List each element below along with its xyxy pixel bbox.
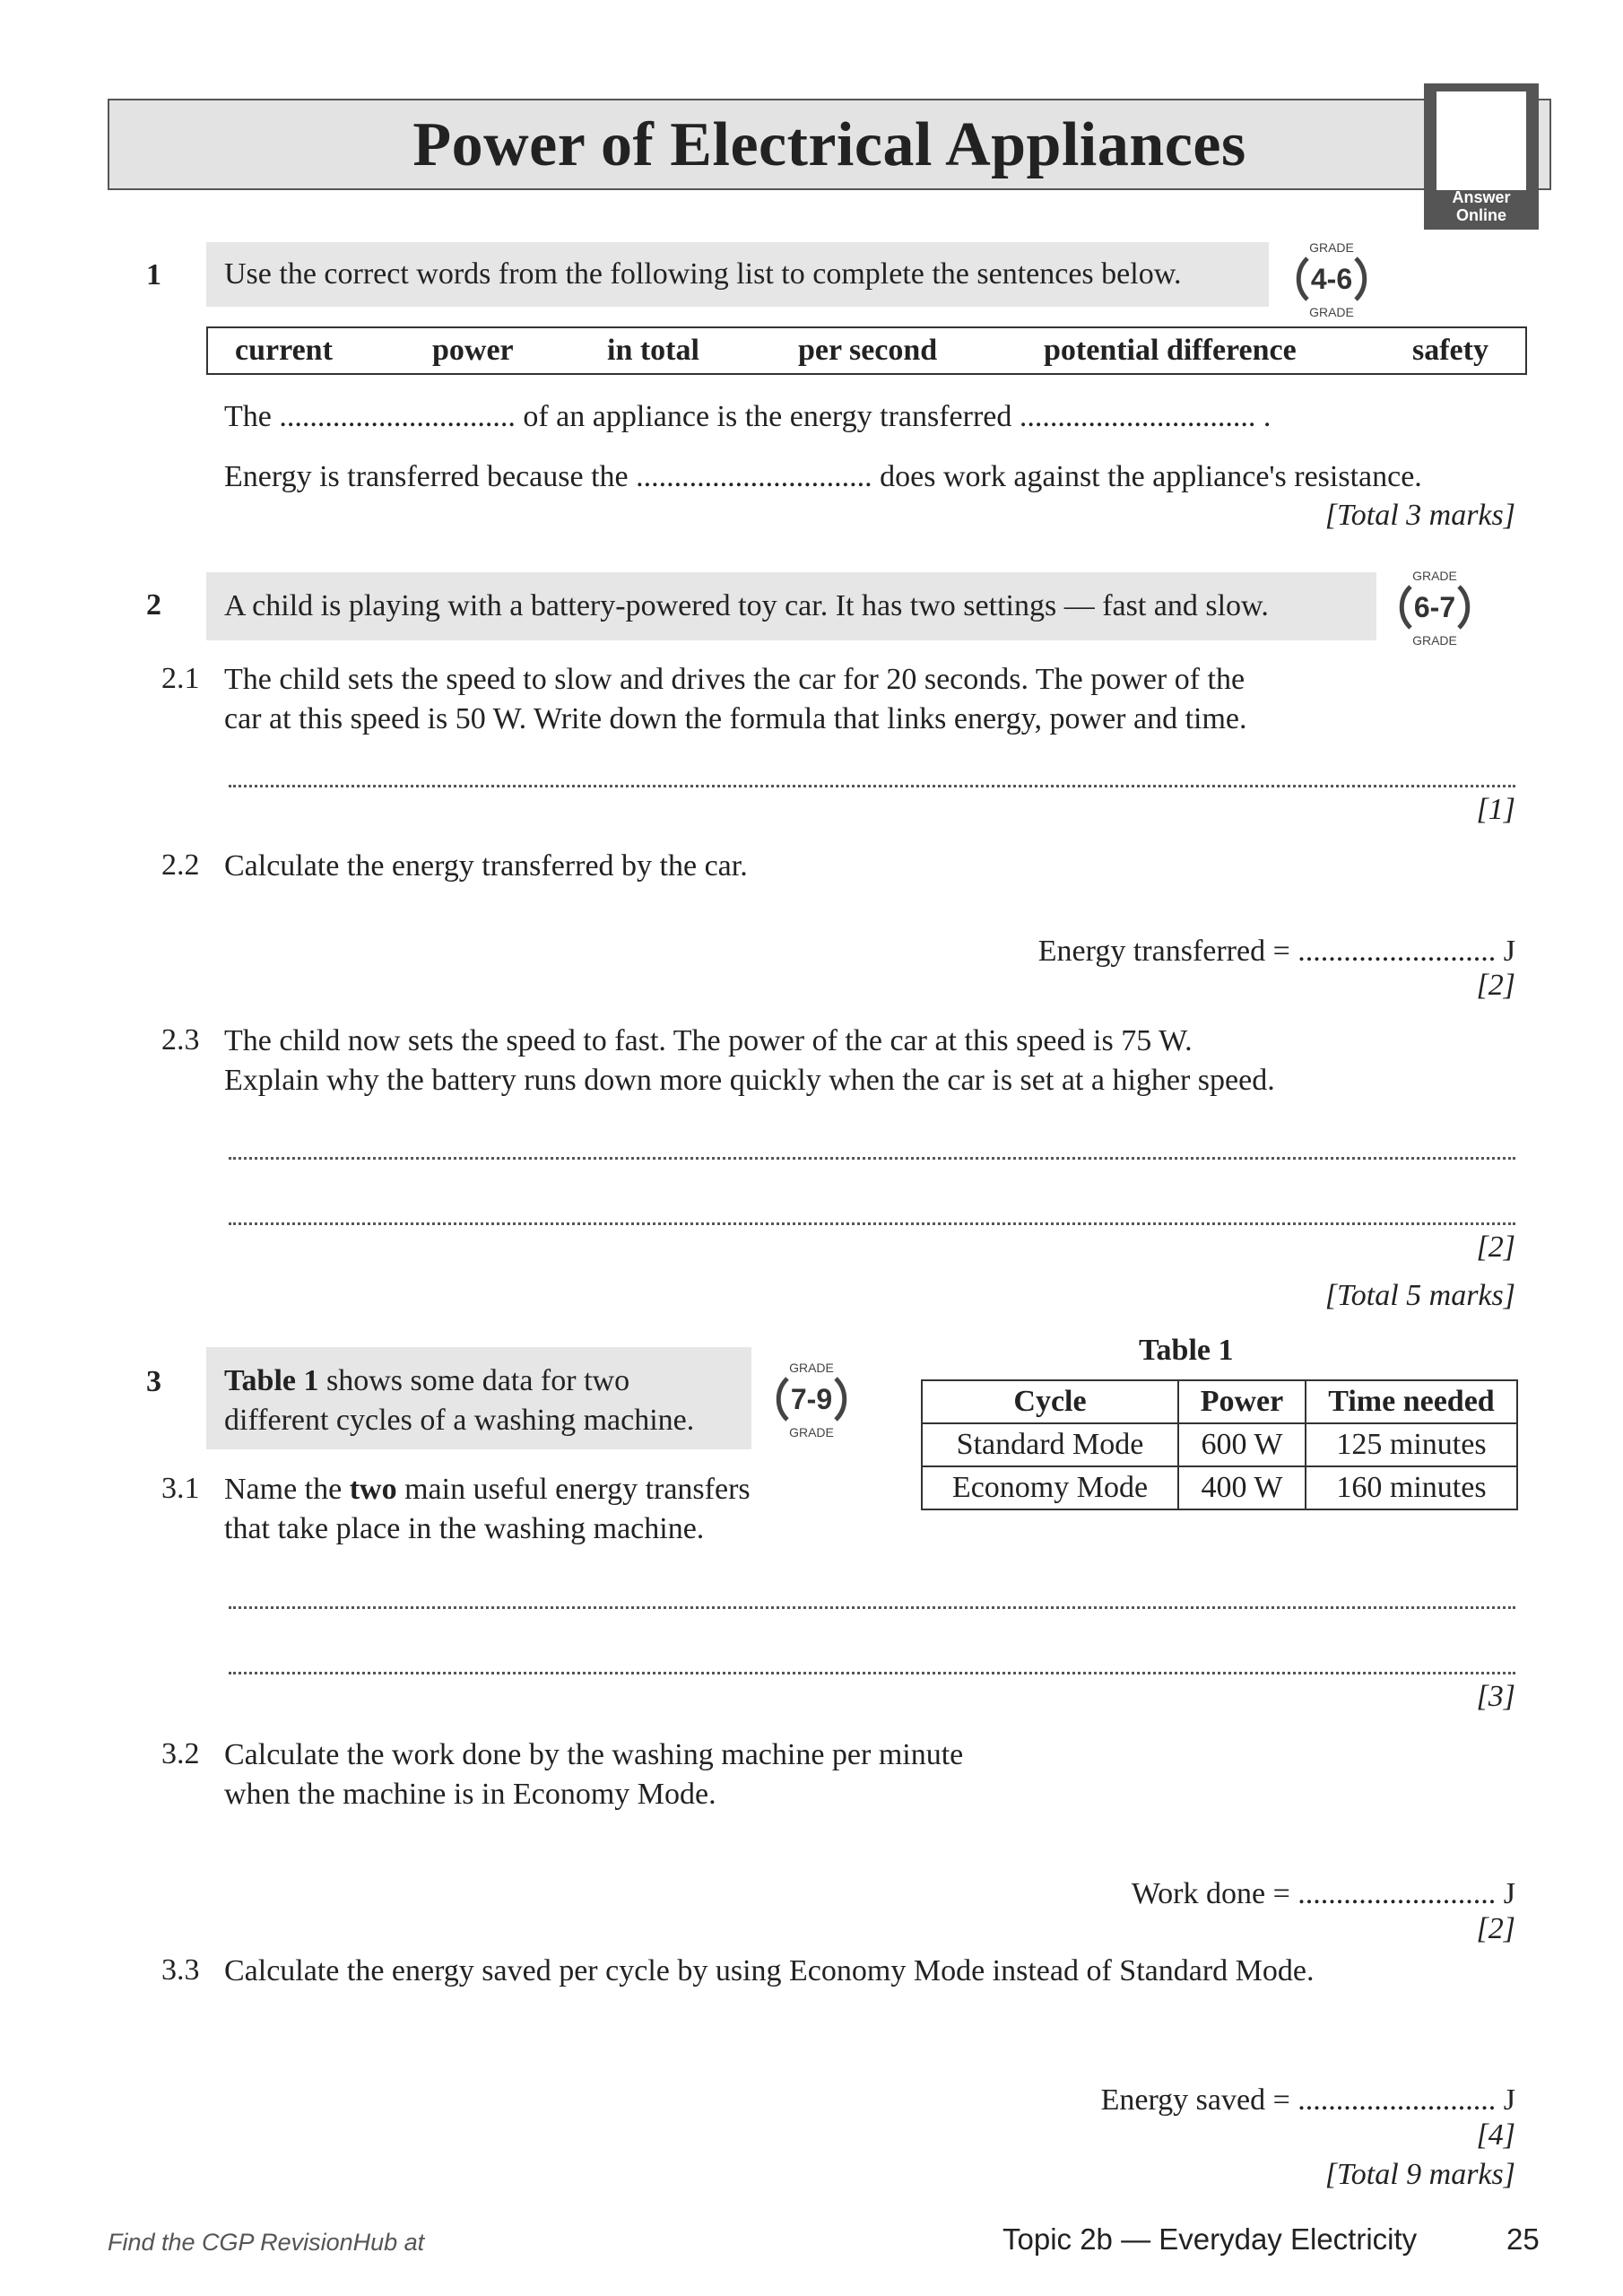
word-list-box <box>206 326 1527 375</box>
table-cell: Economy Mode <box>922 1466 1178 1509</box>
table-header-cycle: Cycle <box>922 1380 1178 1423</box>
q3-1-answer-line-2[interactable] <box>229 1672 1515 1674</box>
q3-1-line-1 <box>224 1470 751 1509</box>
q3-number: 3 <box>146 1365 161 1398</box>
grade-label-top: GRADE <box>789 1361 834 1375</box>
footer-revisionhub: Find the CGP RevisionHub at <box>108 2229 425 2256</box>
table-caption: Table 1 <box>1139 1334 1234 1367</box>
q1-sentence-2: Energy is transferred because the ............................... does work against the appliance's resistance. <box>224 460 1422 493</box>
q2-3-answer-line-2[interactable] <box>229 1222 1515 1225</box>
q3-1-post: main useful energy transfers <box>396 1473 751 1506</box>
q3-1-answer-line-1[interactable] <box>229 1606 1515 1609</box>
word-per-second: per second <box>798 334 938 367</box>
q2-1-answer-line[interactable] <box>229 785 1515 787</box>
footer-topic: Topic 2b — Everyday Electricity <box>1002 2222 1418 2256</box>
answer-label-line2: Online <box>1455 206 1506 224</box>
q3-prompt-line-2: different cycles of a washing machine. <box>224 1404 695 1437</box>
q3-3-number: 3.3 <box>161 1953 200 1987</box>
q3-total-marks: [Total 9 marks] <box>1324 2158 1515 2191</box>
q3-2-marks: [2] <box>1476 1912 1515 1945</box>
table-row <box>922 1466 1517 1509</box>
q2-1-marks: [1] <box>1476 793 1515 826</box>
q3-1-bold: two <box>349 1473 397 1506</box>
q2-total-marks: [Total 5 marks] <box>1324 1279 1515 1312</box>
q3-2-number: 3.2 <box>161 1737 200 1770</box>
q1-total-marks: [Total 3 marks] <box>1324 499 1515 532</box>
table-header-power: Power <box>1178 1380 1306 1423</box>
table-cell: 600 W <box>1178 1423 1306 1466</box>
q2-2-marks: [2] <box>1476 969 1515 1002</box>
table-header-row <box>922 1380 1517 1423</box>
q2-2-text: Calculate the energy transferred by the car. <box>224 849 748 883</box>
answer-online-checkbox <box>1436 91 1526 190</box>
q3-3-marks: [4] <box>1476 2118 1515 2152</box>
q3-1-number: 3.1 <box>161 1472 200 1505</box>
table-cell: 160 minutes <box>1306 1466 1517 1509</box>
q3-2-line-1: Calculate the work done by the washing machine per minute <box>224 1738 964 1771</box>
answer-online-label <box>1424 188 1539 224</box>
q2-3-line-2: Explain why the battery runs down more quickly when the car is set at a higher speed. <box>224 1064 1275 1097</box>
grade-badge-icon <box>1385 558 1484 657</box>
word-in-total: in total <box>607 334 699 367</box>
grade-value: 7-9 <box>790 1383 833 1415</box>
q2-1-number: 2.1 <box>161 662 200 695</box>
q3-3-text: Calculate the energy saved per cycle by using Economy Mode instead of Standard Mode. <box>224 1954 1315 1987</box>
q3-3-answer-field[interactable]: Energy saved = .......................... J <box>1100 2083 1515 2117</box>
q1-prompt: Use the correct words from the following list to complete the sentences below. <box>224 257 1182 291</box>
word-power: power <box>432 334 514 367</box>
q2-3-line-1: The child now sets the speed to fast. The power of the car at this speed is 75 W. <box>224 1024 1193 1057</box>
table-row <box>922 1423 1517 1466</box>
q3-1-line-2: that take place in the washing machine. <box>224 1512 705 1545</box>
q2-2-number: 2.2 <box>161 848 200 882</box>
answer-label-line1: Answer <box>1452 188 1511 206</box>
word-current: current <box>235 334 333 367</box>
grade-badge-icon <box>1282 230 1381 328</box>
grade-label-top: GRADE <box>1309 240 1354 255</box>
page-title: Power of Electrical Appliances <box>412 110 1246 179</box>
q2-number: 2 <box>146 588 161 622</box>
q3-prompt-rest: shows some data for two <box>318 1364 630 1397</box>
table-cell: 125 minutes <box>1306 1423 1517 1466</box>
q3-table-ref: Table 1 <box>224 1364 319 1397</box>
grade-label-bottom: GRADE <box>1412 633 1457 648</box>
q3-2-answer-field[interactable]: Work done = .......................... J <box>1131 1877 1515 1910</box>
q2-1-line-2: car at this speed is 50 W. Write down the formula that links energy, power and time. <box>224 702 1247 735</box>
q2-2-answer-field[interactable]: Energy transferred = .......................... J <box>1037 935 1515 968</box>
q1-number: 1 <box>146 258 161 291</box>
q3-1-marks: [3] <box>1476 1680 1515 1713</box>
table-cell: Standard Mode <box>922 1423 1178 1466</box>
grade-badge-4-6 <box>1282 230 1381 328</box>
q3-prompt-line-1 <box>224 1361 629 1401</box>
table-header-time: Time needed <box>1306 1380 1517 1423</box>
grade-badge-icon <box>762 1350 861 1448</box>
word-potential-difference: potential difference <box>1044 334 1297 367</box>
data-table <box>921 1379 1518 1510</box>
q2-1-line-1: The child sets the speed to slow and drives the car for 20 seconds. The power of the <box>224 663 1245 696</box>
word-safety: safety <box>1412 334 1488 367</box>
q2-3-number: 2.3 <box>161 1023 200 1057</box>
q2-prompt: A child is playing with a battery-powered toy car. It has two settings — fast and slow. <box>224 589 1269 622</box>
grade-value: 6-7 <box>1413 591 1456 623</box>
grade-badge-6-7 <box>1385 558 1484 657</box>
q2-3-answer-line-1[interactable] <box>229 1157 1515 1160</box>
grade-label-bottom: GRADE <box>1309 305 1354 319</box>
grade-label-bottom: GRADE <box>789 1425 834 1439</box>
table-cell: 400 W <box>1178 1466 1306 1509</box>
q3-1-pre: Name the <box>224 1473 350 1506</box>
page-number: 25 <box>1506 2222 1540 2256</box>
q1-sentence-1: The ............................... of an appliance is the energy transferred ............................... . <box>224 400 1271 433</box>
grade-badge-7-9 <box>762 1350 861 1448</box>
q2-3-marks: [2] <box>1476 1231 1515 1264</box>
grade-label-top: GRADE <box>1412 569 1457 583</box>
q3-2-line-2: when the machine is in Economy Mode. <box>224 1778 716 1811</box>
grade-value: 4-6 <box>1310 263 1353 295</box>
